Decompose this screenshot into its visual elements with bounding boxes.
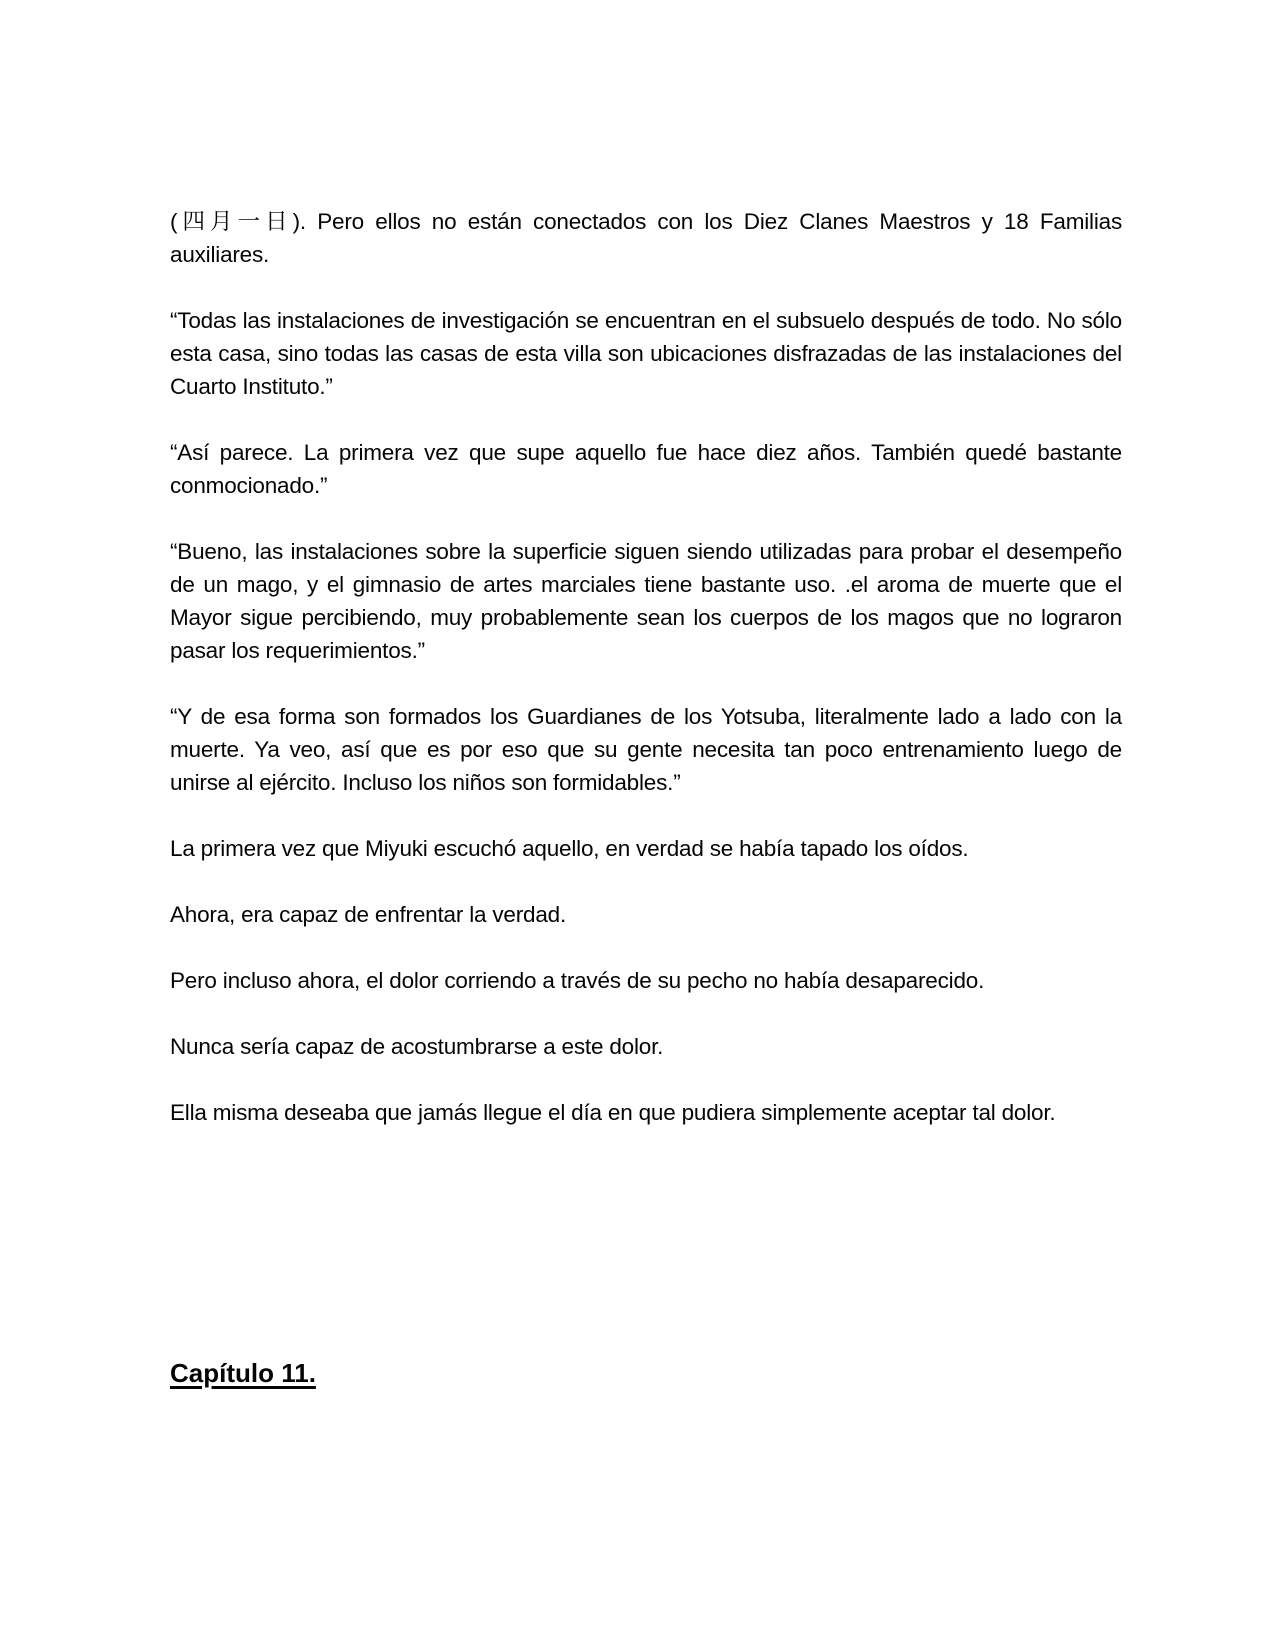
paragraph: Ella misma deseaba que jamás llegue el día en que pudiera simplemente aceptar tal dolor. — [170, 1100, 1056, 1125]
paragraph: “Todas las instalaciones de investigación se encuentran en el subsuelo después de todo. No sólo esta casa, sino todas las casas de esta villa son ubicaciones disfrazadas de las instalaciones del Cuarto Instituto.” — [170, 308, 1122, 399]
chapter-heading-text: Capítulo 11. — [170, 1358, 316, 1388]
paragraph: Pero incluso ahora, el dolor corriendo a través de su pecho no había desaparecido. — [170, 968, 985, 993]
paragraph: “Bueno, las instalaciones sobre la superficie siguen siendo utilizadas para probar el desempeño de un mago, y el gimnasio de artes marciales tiene bastante uso. .el aroma de muerte que el Mayor sigue percibiendo, muy probablemente sean los cuerpos de los magos que no lograron pasar los requerimientos.” — [170, 539, 1122, 663]
paragraph: (四月一日). Pero ellos no están conectados con los Diez Clanes Maestros y 18 Familias auxiliares. — [170, 209, 1122, 267]
paragraph: Ahora, era capaz de enfrentar la verdad. — [170, 902, 567, 927]
paragraph: “Así parece. La primera vez que supe aquello fue hace diez años. También quedé bastante conmocionado.” — [170, 440, 1122, 498]
body-text — [170, 205, 1122, 1129]
chapter-heading — [170, 1355, 1122, 1391]
page-content — [170, 205, 1122, 1391]
paragraph: Nunca sería capaz de acostumbrarse a este dolor. — [170, 1034, 664, 1059]
paragraph: La primera vez que Miyuki escuchó aquello, en verdad se había tapado los oídos. — [170, 836, 969, 861]
paragraph: “Y de esa forma son formados los Guardianes de los Yotsuba, literalmente lado a lado con la muerte. Ya veo, así que es por eso que su gente necesita tan poco entrenamiento luego de unirse al ejército. Incluso los niños son formidables.” — [170, 704, 1122, 795]
